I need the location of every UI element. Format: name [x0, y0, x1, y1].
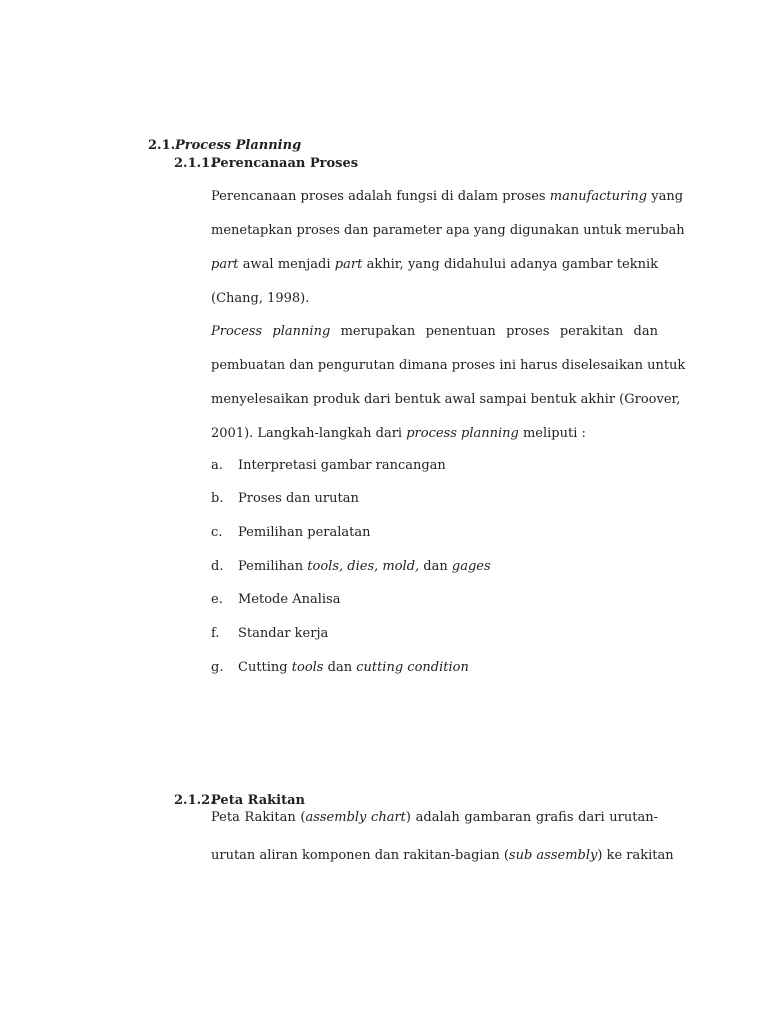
list-item: g. Cutting tools dan cutting condition — [211, 660, 469, 675]
paragraph-line: menyelesaikan produk dari bentuk awal sampai bentuk akhir (Groover, — [211, 392, 681, 407]
list-item: c. Pemilihan peralatan — [211, 525, 371, 540]
section-title: Process Planning — [175, 138, 302, 153]
list-item: f. Standar kerja — [211, 626, 329, 641]
paragraph-line: (Chang, 1998). — [211, 291, 310, 306]
section-heading — [148, 138, 301, 153]
list-item: a. Interpretasi gambar rancangan — [211, 458, 446, 473]
paragraph-line: menetapkan proses dan parameter apa yang digunakan untuk merubah — [211, 223, 685, 238]
list-item: e. Metode Analisa — [211, 592, 341, 607]
section-number: 2.1. — [148, 138, 176, 153]
paragraph-line: 2001). Langkah-langkah dari process planning meliputi : — [211, 426, 586, 441]
subsection-heading-2 — [174, 793, 305, 808]
subsection-number: 2.1.2. — [174, 793, 215, 808]
paragraph-line: Peta Rakitan (assembly chart) adalah gambaran grafis dari urutan- — [211, 810, 658, 825]
paragraph-line: part awal menjadi part akhir, yang didahului adanya gambar teknik — [211, 257, 659, 272]
paragraph-line: urutan aliran komponen dan rakitan-bagian (sub assembly) ke rakitan — [211, 848, 674, 863]
list-item: d. Pemilihan tools, dies, mold, dan gages — [211, 559, 491, 574]
subsection-heading-1 — [174, 156, 358, 171]
subsection-title: Peta Rakitan — [211, 793, 306, 808]
paragraph-line: Process planning merupakan penentuan proses perakitan dan — [211, 324, 658, 339]
subsection-number: 2.1.1. — [174, 156, 215, 171]
subsection-title: Perencanaan Proses — [211, 156, 359, 171]
paragraph-line: pembuatan dan pengurutan dimana proses ini harus diselesaikan untuk — [211, 358, 686, 373]
paragraph-line: Perencanaan proses adalah fungsi di dalam proses manufacturing yang — [211, 189, 684, 204]
list-item: b. Proses dan urutan — [211, 491, 359, 506]
